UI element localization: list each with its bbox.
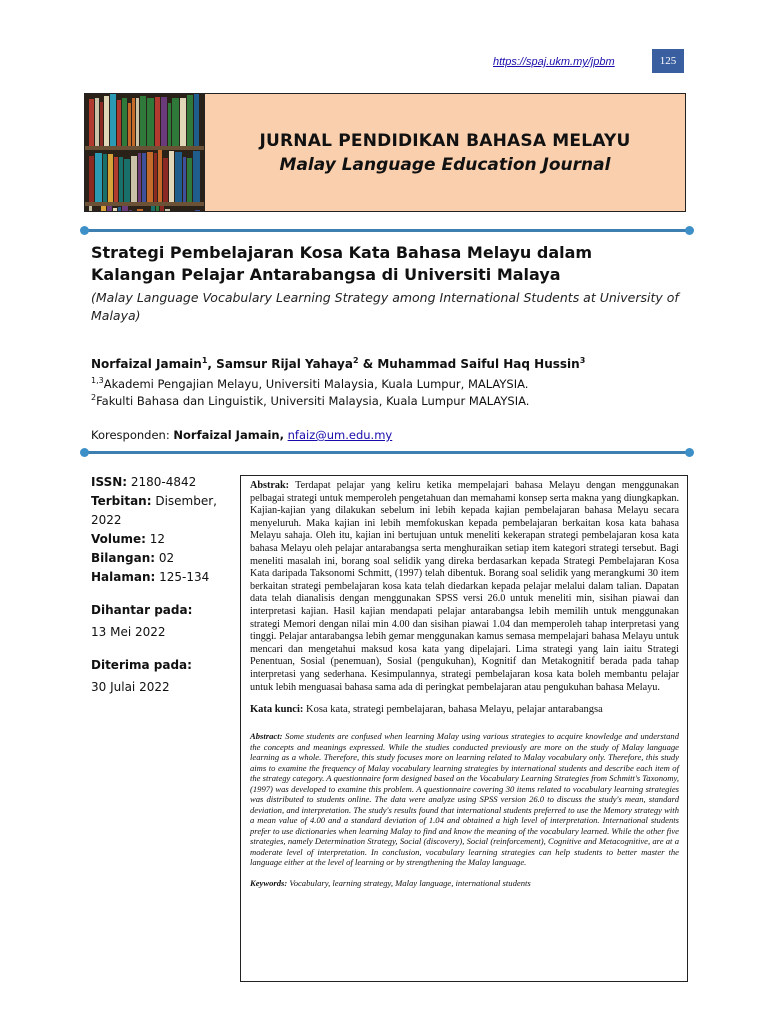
author-list [91,356,585,371]
divider-dot-left [80,448,89,457]
issue-label: Bilangan: [91,551,156,565]
author-name: Norfaizal Jamain [91,357,202,371]
journal-title-english: Malay Language Education Journal [279,154,611,175]
keywords-malay [250,704,679,715]
volume-value: 12 [145,532,166,546]
affiliation-2 [91,393,529,408]
abstract-malay [250,480,679,694]
author-separator: , [207,357,217,371]
divider-dot-right [685,226,694,235]
keywords-malay-label: Kata kunci: [250,704,304,716]
affiliation-text: Fakulti Bahasa dan Linguistik, Universiti Malaysia, Kuala Lumpur MALAYSIA. [96,393,530,408]
journal-banner [84,93,686,212]
author-name: Muhammad Saiful Haq Hussin [377,357,580,371]
issue-row [91,549,231,568]
article-title: Strategi Pembelajaran Kosa Kata Bahasa Melayu dalam Kalangan Pelajar Antarabangsa di Universiti Malaya [91,243,593,284]
correspondent-email-link[interactable]: nfaiz@um.edu.my [287,428,393,442]
accepted-value: 30 Julai 2022 [91,680,170,694]
published-value: Disember, 2022 [91,494,217,527]
author-superscript: 2 [352,356,359,365]
published-row [91,492,231,530]
top-divider [84,229,690,232]
article-subtitle: (Malay Language Vocabulary Learning Strategy among International Students at University of Malaya) [91,290,679,323]
keywords-english [250,878,679,888]
correspondent-name: Norfaizal Jamain, [173,428,284,442]
abstract-english [250,731,679,868]
divider-dot-left [80,226,89,235]
keywords-english-label: Keywords: [250,877,288,888]
accepted-label: Diterima pada: [91,658,192,672]
affiliation-1 [91,376,528,391]
page-number-badge: 125 [652,49,684,73]
affiliation-text: Akademi Pengajian Melayu, Universiti Malaysia, Kuala Lumpur, MALAYSIA. [103,376,529,391]
journal-title-block [205,94,685,211]
abstract-malay-text: Terdapat pelajar yang keliru ketika mempelajari bahasa Melayu dengan menggunakan pelbagai strategi untuk memperoleh pengetahuan dan memahami konsep serta makna yang diungkapkan. Kajian-kajian yang dilakukan sebelum ini lebih kepada kajian pembelajaran bahasa Melayu secara menyeluruh. Maka kajian ini lebih memfokuskan kepada pembelajaran berkaitan kosa kata bahasa Melayu sahaja. Oleh itu, kajian ini bertujuan untuk meneliti kekerapan strategi pembelajaran kosa kata bahasa Melayu oleh pelajar antarabangsa serta menghuraikan setiap item kategori strategi tersebut. Bagi meneliti masalah ini, borang soal selidik yang direka berdasarkan kepada Strategi Pembelajaran Kosa Kata daripada Taksonomi Schmitt, (1997) telah dibentuk. Borang soal selidik yang merangkumi 30 item berkaitan strategi pembelajaran kosa kata telah diedarkan kepada pelajar melalui dalam talian. Dapatan data telah dianalisis dengan menggunakan SPSS versi 26.0 untuk meneliti min, sisihan piawai dan interpretasi kajian. Hasil kajian mendapati pelajar antarabangsa lebih memilih untuk menggunakan strategi Memori dengan nilai min 4.00 dan sisihan piawai 1.04 dan memperoleh tahap interpretasi yang tinggi. Pelajar antarabangsa lebih gemar menggunakan kamus semasa mempelajari bahasa Melayu untuk mencari dan mengetahui maksud kosa kata yang dipelajari. Lima strategi yang lain iaitu Strategi Penentuan, Sosial (penemuan), Sosial (pengukuhan), Kognitif dan Metakognitif berada pada tahap interpretasi yang sederhana. Kesimpulannya, strategi pembelajaran kosa kata boleh membantu pelajar untuk lebih menguasai bahasa sama ada di peringkat pembelajaran atau pengukuhan bahasa Melayu. [250,480,679,693]
article-metadata [91,473,231,697]
submitted-value: 13 Mei 2022 [91,625,166,639]
author-superscript: 1 [201,356,208,365]
issn-value: 2180-4842 [127,475,197,489]
issue-value: 02 [155,551,175,565]
submitted-label: Dihantar pada: [91,603,193,617]
keywords-malay-text: Kosa kata, strategi pembelajaran, bahasa Melayu, pelajar antarabangsa [303,704,603,716]
author-superscript: 3 [579,356,586,365]
volume-row [91,530,231,549]
published-label: Terbitan: [91,494,152,508]
abstract-english-label: Abstract: [250,731,283,742]
pages-value: 125-134 [155,570,210,584]
pages-label: Halaman: [91,570,156,584]
issn-row [91,473,231,492]
abstract-box [240,475,688,982]
volume-label: Volume: [91,532,146,546]
affiliation-superscript: 2 [91,393,97,402]
author-separator: & [358,357,378,371]
correspondent-line [91,428,392,442]
abstract-english-text: Some students are confused when learning Malay using various strategies to acquire knowledge and understand the concepts and meanings expressed. While the studies conducted previously are more on the study of Malay language learning as a whole. Therefore, this study focuses more on learning related to Malay vocabulary only. Therefore, this study aims to examine the frequency of Malay vocabulary learning strategies by international students and describe each item of the strategy category. A questionnaire form designed based on the Vocabulary Learning Strategies from Schmitt's Taxonomy, (1997) was developed to examine this problem. A questionnaire covering 30 items related to vocabulary learning strategies was distributed to students online. The data were analyze using SPSS version 26.0 to discuss the study's mean, standard deviation, and interpretation. The study's results found that international students preferred to use the Memory strategy with a mean value of 4.00 and a standard deviation of 1.04 and obtained a high level of interpretation. International students prefer to use dictionaries when learning Malay to find and know the meaning of the vocabulary learned. While the other five strategies, namely Determination Strategy, Social (discovery), Social (reinforcement), Cognitive and Metacognitive, are at a moderate level of interpretation. In conclusion, vocabulary learning strategies can help students to better master the language either at the level of learning or by strengthening the Malay language. [250,731,679,868]
affiliation-superscript: 1,3 [91,376,104,385]
journal-title-malay: JURNAL PENDIDIKAN BAHASA MELAYU [259,130,631,151]
correspondent-label: Koresponden: [91,428,174,442]
divider-dot-right [685,448,694,457]
bookshelf-image [85,94,205,211]
keywords-english-text: Vocabulary, learning strategy, Malay language, international students [287,877,531,888]
abstract-malay-label: Abstrak: [250,480,290,491]
journal-url-link[interactable]: https://spaj.ukm.my/jpbm [493,56,615,68]
author-name: Samsur Rijal Yahaya [216,357,353,371]
mid-divider [84,451,690,454]
pages-row [91,568,231,587]
issn-label: ISSN: [91,475,128,489]
